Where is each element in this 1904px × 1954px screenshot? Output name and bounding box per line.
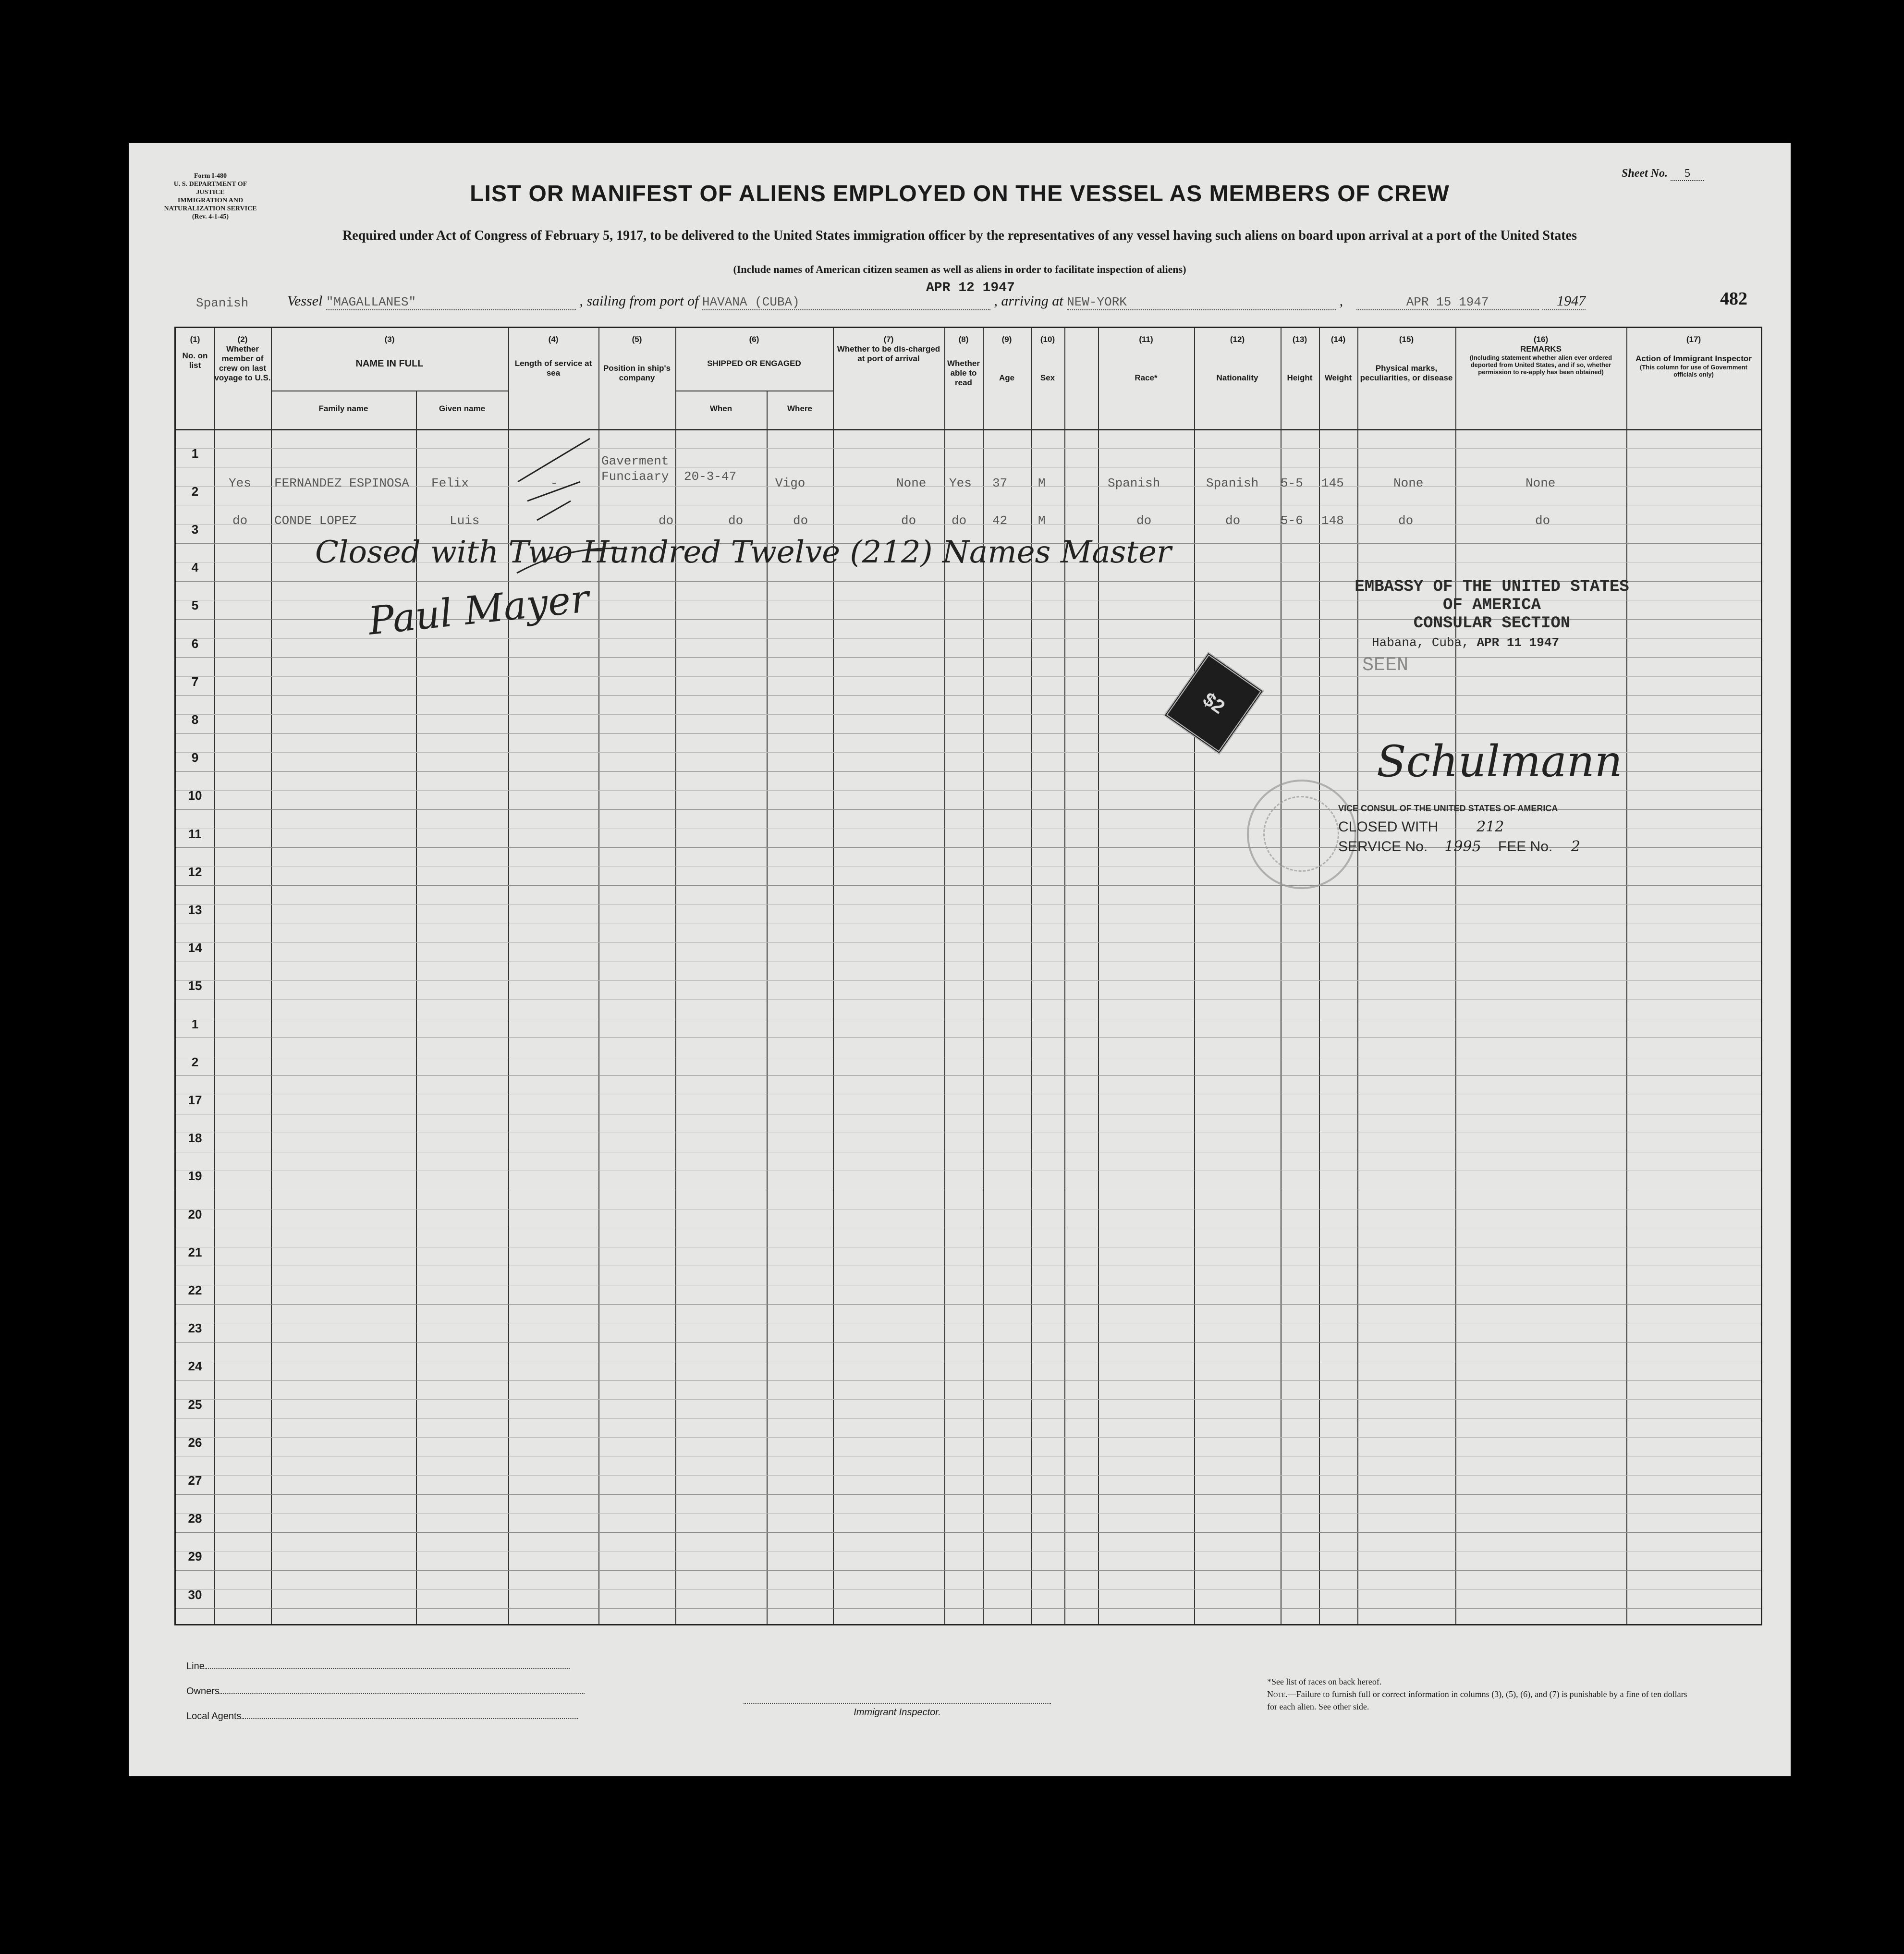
row-midline (176, 714, 1761, 715)
header-length-of-service: (4) Length of service at sea (514, 335, 592, 378)
form-number: Form I-480 (194, 172, 227, 180)
row-line (176, 1532, 1761, 1533)
sheet-number (1622, 167, 1704, 181)
port-to: NEW-YORK (1067, 295, 1336, 310)
row-number: 9 (191, 750, 199, 765)
form-service: IMMIGRATION AND NATURALIZATION SERVICE (164, 197, 257, 212)
row1-height: 5-5 (1281, 476, 1303, 490)
header-able-to-read: (8) Whether able to read (947, 335, 980, 387)
header-height: (13) Height (1287, 335, 1313, 382)
row-number: 7 (191, 674, 199, 689)
row-line (176, 1304, 1761, 1305)
row-number: 2 (191, 484, 199, 499)
vessel-line: Vessel "MAGALLANES" , sailing from port of HAVANA (CUBA) , arriving at NEW-YORK , APR 15 1947 1947 (287, 293, 1586, 309)
page-number: 482 (1720, 289, 1747, 309)
header-physical-marks: (15) Physical marks, peculiarities, or disease (1360, 335, 1453, 382)
row-number: 1 (191, 446, 199, 461)
row-number: 30 (188, 1587, 202, 1602)
row2-last-voyage: do (232, 513, 248, 528)
vessel-flag: Spanish (196, 296, 249, 310)
form-department: U. S. DEPARTMENT OF JUSTICE (173, 181, 247, 196)
row1-where: Vigo (775, 476, 806, 490)
row2-age: 42 (992, 513, 1008, 528)
row1-race: Spanish (1108, 476, 1160, 490)
row2-able-to-read: do (952, 513, 967, 528)
row1-sex: M (1038, 476, 1046, 490)
row-number: 19 (188, 1169, 202, 1184)
document-subtitle: Required under Act of Congress of February 5, 1917, to be delivered to the United States immigration officer by the representatives of any vessel having such aliens on board upon arrival at a port of the United States (342, 228, 1577, 243)
row2-nationality: do (1225, 513, 1241, 528)
row-midline (176, 790, 1761, 791)
sheet-number-value: 5 (1671, 167, 1704, 181)
signature-master: Paul Mayer (366, 576, 591, 644)
sailing-label: , sailing from port of (579, 293, 699, 309)
row1-nationality: Spanish (1206, 476, 1259, 490)
row2-weight: 148 (1321, 513, 1344, 528)
arrival-year: 1947 (1542, 293, 1586, 310)
row2-discharged: do (901, 513, 916, 528)
row2-where: do (793, 513, 808, 528)
manifest-sheet (129, 143, 1791, 1776)
header-race: (11) Race* (1135, 335, 1158, 382)
form-revision: (Rev. 4-1-45) (192, 213, 229, 220)
row1-position-line2: Funciaary (601, 469, 669, 484)
row-line (176, 1075, 1761, 1076)
header-weight: (14) Weight (1324, 335, 1352, 382)
row2-race: do (1136, 513, 1152, 528)
row1-when: 20-3-47 (684, 469, 737, 484)
handwritten-closing-note: Closed with Two Hundred Twelve (212) Names Master (315, 535, 1172, 570)
row-line (176, 733, 1761, 734)
arrival-date-typed: APR 15 1947 (1356, 295, 1539, 310)
row2-height: 5-6 (1281, 513, 1303, 528)
footer-inspector-signature: Immigrant Inspector. (744, 1703, 1051, 1718)
header-when: When (709, 404, 732, 413)
row-number: 3 (191, 522, 199, 537)
header-position: (5) Position in ship's company (603, 335, 671, 382)
row-number: 21 (188, 1245, 202, 1259)
row-number: 13 (188, 903, 202, 917)
row-number: 12 (188, 864, 202, 879)
vessel-label: Vessel (287, 293, 323, 309)
row-midline (176, 524, 1761, 525)
row1-weight: 145 (1321, 476, 1344, 490)
row2-sex: M (1038, 513, 1046, 528)
row-midline (176, 1513, 1761, 1514)
row-line (176, 1494, 1761, 1495)
row1-able-to-read: Yes (949, 476, 972, 490)
header-last-voyage: (2) Whether member of crew on last voyage to U.S. (214, 335, 271, 382)
header-nationality: (12) Nationality (1216, 335, 1258, 382)
consular-stamp: EMBASSY OF THE UNITED STATES OF AMERICA CONSULAR SECTION Habana, Cuba, APR 11 1947 SEEN (1355, 578, 1629, 676)
row-line (176, 1608, 1761, 1609)
row-number: 1 (191, 1016, 199, 1031)
row-number: 25 (188, 1397, 202, 1412)
row1-remarks: None (1526, 476, 1556, 490)
row-line (176, 1570, 1761, 1571)
row-midline (176, 980, 1761, 981)
row1-length: - (550, 476, 558, 490)
row-number: 27 (188, 1473, 202, 1488)
vessel-name: "MAGALLANES" (326, 295, 576, 310)
header-family-name: Family name (318, 404, 368, 413)
date-stamp: APR 12 1947 (926, 281, 1015, 295)
header-name-in-full: (3) NAME IN FULL (355, 335, 424, 369)
signature-vice-consul: Schulmann (1377, 736, 1623, 787)
row-number: 11 (188, 826, 202, 841)
row-number: 10 (188, 788, 202, 803)
row1-last-voyage: Yes (229, 476, 251, 490)
row-midline (176, 904, 1761, 905)
row-number: 26 (188, 1435, 202, 1450)
row-midline (176, 1437, 1761, 1438)
row1-discharged: None (896, 476, 927, 490)
row-number: 22 (188, 1283, 202, 1297)
row-number: 4 (191, 560, 199, 575)
row1-family-name: FERNANDEZ ESPINOSA (274, 476, 409, 490)
row2-physical-marks: do (1398, 513, 1414, 528)
include-note: (Include names of American citizen seamen as well as aliens in order to facilitate inspection of aliens) (733, 263, 1186, 275)
length-column-strokes (508, 429, 599, 525)
header-remarks: (16) REMARKS (Including statement whether alien ever ordered deported from United States, and if so, whether permission to re-apply has been obtained) (1469, 335, 1612, 376)
vice-consul-stamp: VICE CONSUL OF THE UNITED STATES OF AMERICA CLOSED WITH 212 SERVICE No. 1995 FEE No. 2 (1338, 804, 1581, 855)
header-given-name: Given name (439, 404, 486, 413)
row-line (176, 695, 1761, 696)
row-number: 8 (191, 712, 199, 727)
row-midline (176, 448, 1761, 449)
crew-table (174, 327, 1762, 1625)
header-discharged: (7) Whether to be dis-charged at port of arrival (837, 335, 940, 363)
row-number: 23 (188, 1321, 202, 1336)
row2-given-name: Luis (450, 513, 480, 528)
footer-owners-field: Owners (186, 1686, 585, 1697)
row1-position-line1: Gaverment (601, 454, 669, 468)
row2-when: do (728, 513, 744, 528)
sheet-number-label: Sheet No. (1622, 167, 1668, 180)
fee-stamp-value: $2 (1199, 688, 1229, 718)
row-line (176, 1342, 1761, 1343)
footer-line-field: Line (186, 1661, 570, 1672)
row-midline (176, 1399, 1761, 1400)
row1-physical-marks: None (1393, 476, 1424, 490)
row-number: 24 (188, 1359, 202, 1374)
row-number: 14 (188, 940, 202, 955)
footer-local-agents-field: Local Agents (186, 1711, 578, 1722)
arriving-label: , arriving at (994, 293, 1063, 309)
header-sex: (10) Sex (1040, 335, 1055, 382)
row-line (176, 885, 1761, 886)
row-number: 2 (191, 1054, 199, 1069)
header-where: Where (787, 404, 812, 413)
row2-position: do (659, 513, 674, 528)
row-midline (176, 1589, 1761, 1590)
row-number: 18 (188, 1131, 202, 1146)
port-from: HAVANA (CUBA) (702, 295, 990, 310)
row-number: 15 (188, 978, 202, 993)
row2-remarks: do (1535, 513, 1550, 528)
row-midline (176, 942, 1761, 943)
row2-family-name: CONDE LOPEZ (274, 513, 357, 528)
row1-given-name: Felix (431, 476, 469, 490)
row1-age: 37 (992, 476, 1008, 490)
row-number: 29 (188, 1549, 202, 1564)
row-number: 6 (191, 636, 199, 651)
header-inspector-action: (17) Action of Immigrant Inspector (This column for use of Government officials only) (1635, 335, 1752, 378)
header-no-on-list: (1) No. on list (182, 335, 208, 370)
fee-stamp (1163, 652, 1264, 755)
row-number: 28 (188, 1511, 202, 1526)
row-number: 17 (188, 1093, 202, 1107)
row-number: 5 (191, 598, 199, 613)
footer-note: *See list of races on back hereof. Note.—Failure to furnish full or correct information in columns (3), (5), (6), and (7) is punishable by a fine of ten dollars for each alien. See other side. (1267, 1677, 1687, 1711)
row-midline (176, 1475, 1761, 1476)
header-age: (9) Age (999, 335, 1015, 382)
header-shipped-or-engaged: (6) SHIPPED OR ENGAGED (707, 335, 801, 368)
document-title: LIST OR MANIFEST OF ALIENS EMPLOYED ON THE VESSEL AS MEMBERS OF CREW (470, 181, 1450, 207)
row-number: 20 (188, 1207, 202, 1221)
